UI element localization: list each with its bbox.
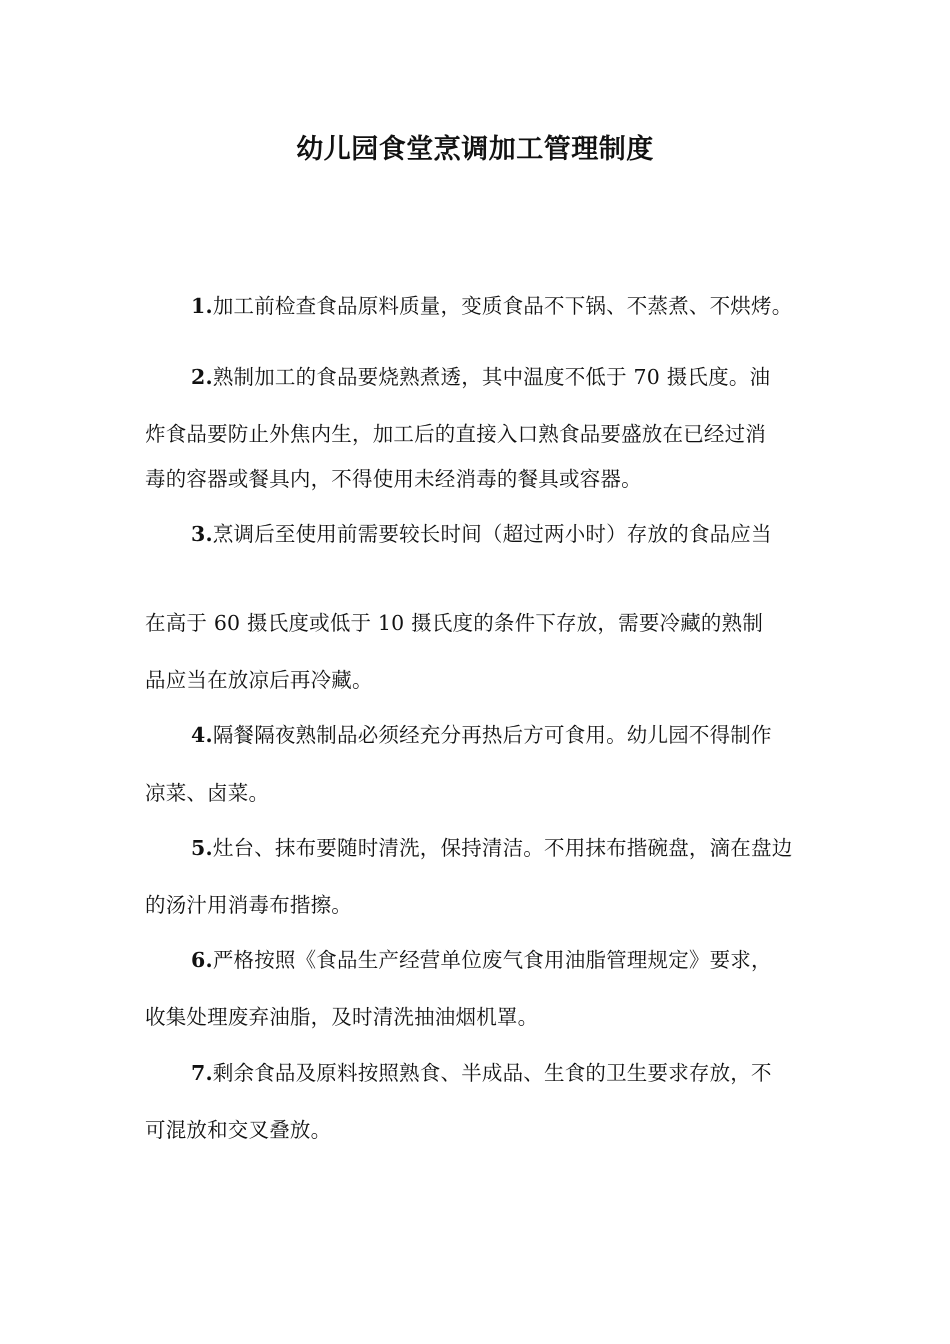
paragraph-number: 2. xyxy=(191,365,213,389)
paragraph-line xyxy=(191,833,792,863)
paragraph-line xyxy=(191,291,792,321)
paragraph-line: 收集处理废弃油脂，及时清洗抽油烟机罩。 xyxy=(145,1005,539,1029)
paragraph-line: 在高于 60 摄氏度或低于 10 摄氏度的条件下存放，需要冷藏的熟制 xyxy=(145,611,764,635)
paragraph-line: 炸食品要防止外焦内生，加工后的直接入口熟食品要盛放在已经过消 xyxy=(145,422,766,446)
paragraph-number: 3. xyxy=(191,522,213,546)
paragraph-number: 7. xyxy=(191,1061,213,1085)
paragraph-text: 严格按照《食品生产经营单位废气食用油脂管理规定》要求， xyxy=(212,948,772,972)
document-title: 幼儿园食堂烹调加工管理制度 xyxy=(296,134,654,165)
paragraph-text: 烹调后至使用前需要较长时间（超过两小时）存放的食品应当 xyxy=(212,522,772,546)
paragraph-number: 6. xyxy=(191,948,213,972)
paragraph-line: 凉菜、卤菜。 xyxy=(145,781,270,805)
paragraph-line: 品应当在放凉后再冷藏。 xyxy=(145,668,373,692)
paragraph-line xyxy=(191,720,772,750)
paragraph-line xyxy=(191,519,772,549)
paragraph-number: 5. xyxy=(191,836,213,860)
paragraph-line: 可混放和交叉叠放。 xyxy=(145,1118,332,1142)
paragraph-line xyxy=(191,945,772,975)
paragraph-number: 1. xyxy=(191,294,213,318)
paragraph-number: 4. xyxy=(191,723,213,747)
paragraph-text: 加工前检查食品原料质量，变质食品不下锅、不蒸煮、不烘烤。 xyxy=(212,294,793,318)
paragraph-line: 的汤汁用消毒布揩擦。 xyxy=(145,893,352,917)
paragraph-text: 灶台、抹布要随时清洗，保持清洁。不用抹布揩碗盘，滴在盘边 xyxy=(212,836,793,860)
paragraph-text: 隔餐隔夜熟制品必须经充分再热后方可食用。幼儿园不得制作 xyxy=(212,723,772,747)
paragraph-line xyxy=(191,362,770,392)
paragraph-line xyxy=(191,1058,772,1088)
paragraph-line: 毒的容器或餐具内，不得使用未经消毒的餐具或容器。 xyxy=(145,467,642,491)
paragraph-text: 剩余食品及原料按照熟食、半成品、生食的卫生要求存放，不 xyxy=(212,1061,772,1085)
paragraph-text: 熟制加工的食品要烧熟煮透，其中温度不低于 70 摄氏度。油 xyxy=(212,365,771,389)
